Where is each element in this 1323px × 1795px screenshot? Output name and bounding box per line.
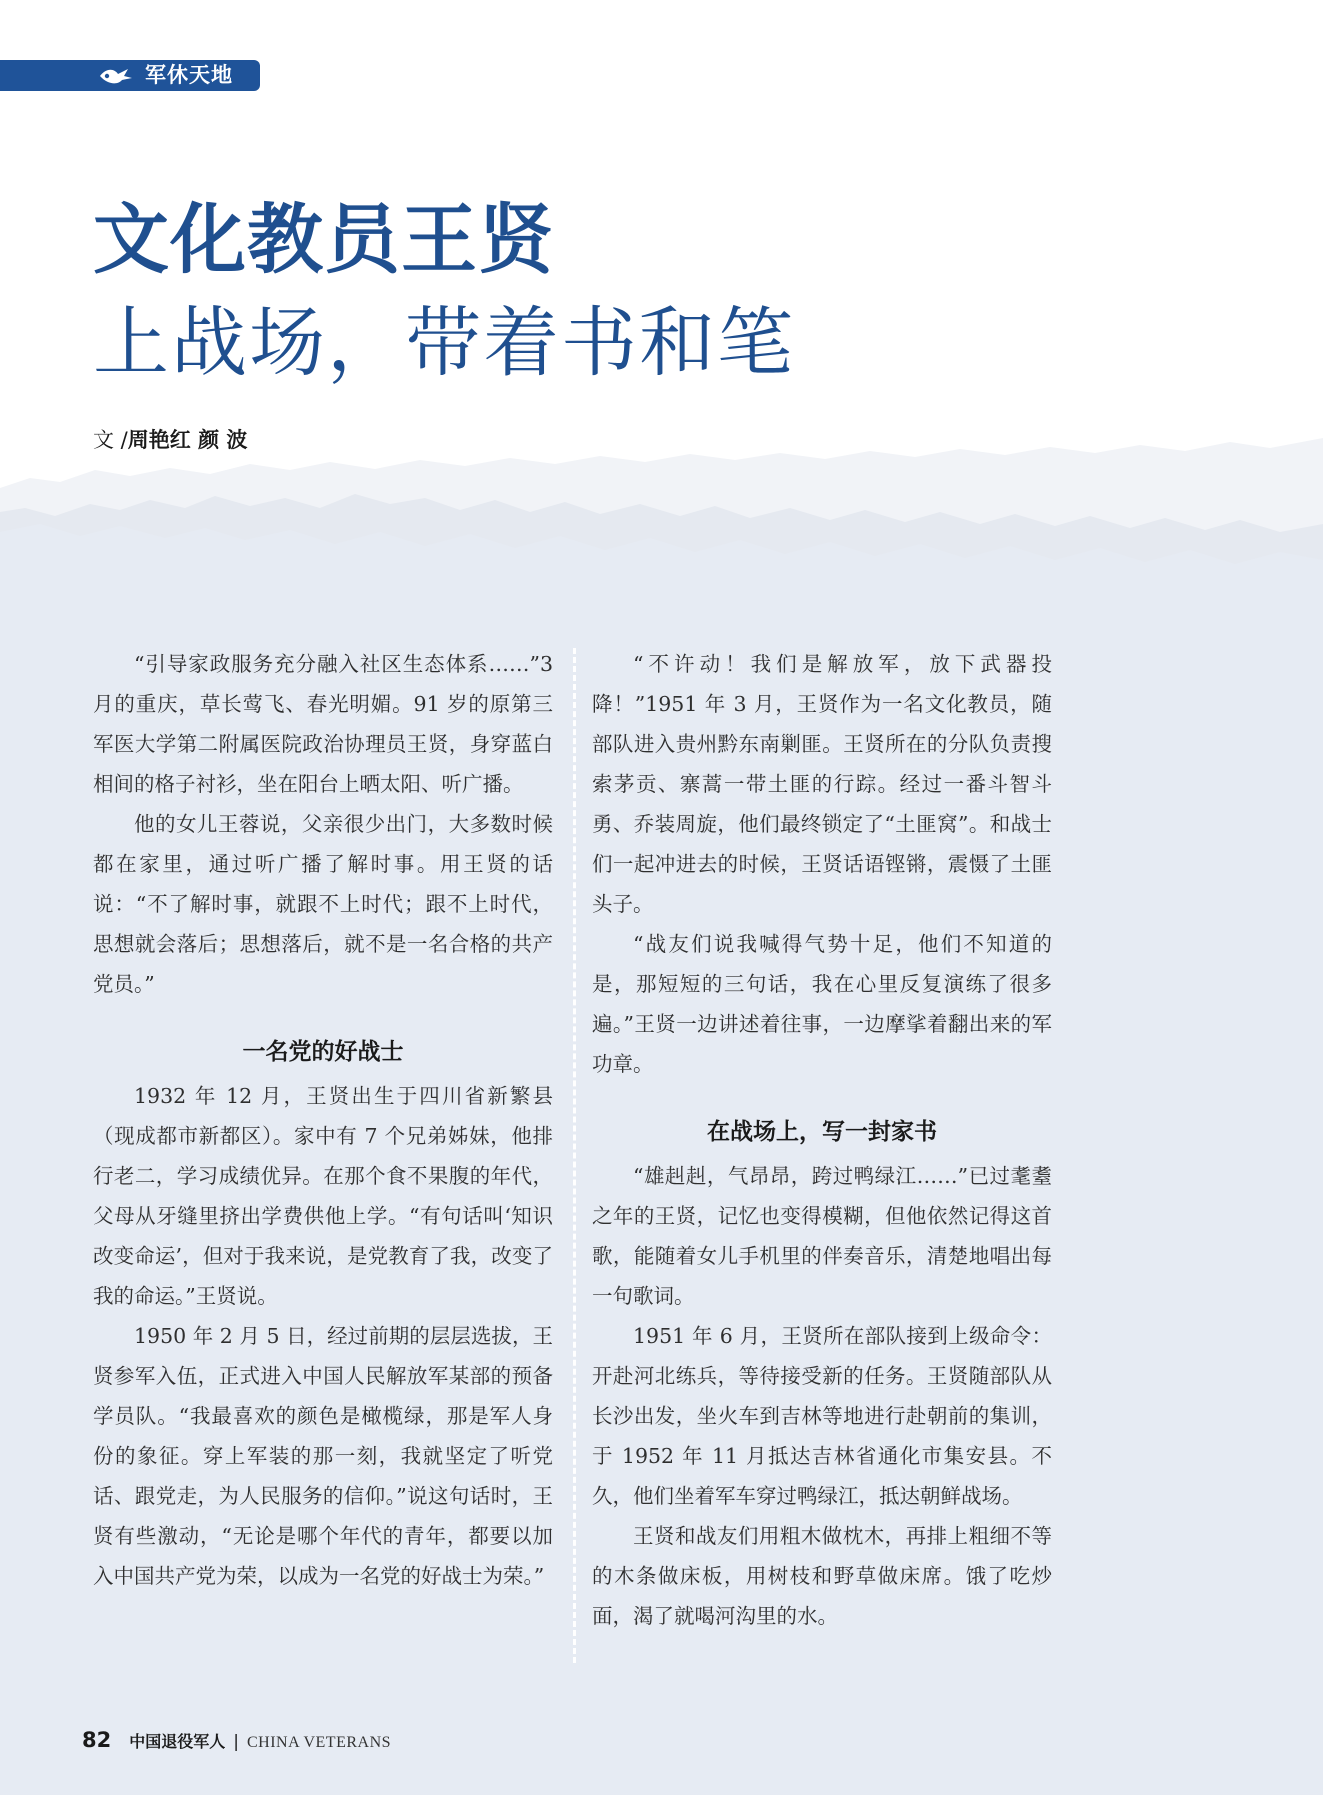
paragraph: 王贤和战友们用粗木做枕木，再排上粗细不等的木条做床板，用树枝和野草做床席。饿了吃炒面，渴了就喝河沟里的水。 [592,1524,1052,1628]
column-divider [573,648,576,1663]
section-heading: 在战场上，写一封家书 [707,1119,937,1145]
article-subtitle: 上战场，带着书和笔 [93,298,795,387]
paragraph: “雄赳赳，气昂昂，跨过鸭绿江……”已过耄耋之年的王贤，记忆也变得模糊，但他依然记得这首歌，能随着女儿手机里的伴奏音乐，清楚地唱出每一句歌词。 [592,1164,1052,1308]
article-title: 文化教员王贤 [93,195,555,284]
magazine-name-en: CHINA VETERANS [246,1734,392,1751]
paragraph: “战友们说我喊得气势十足，他们不知道的是，那短短的三句话，我在心里反复演练了很多遍。”王贤一边讲述着往事，一边摩挲着翻出来的军功章。 [592,932,1052,1076]
page-footer [82,1728,391,1752]
footer-separator: | [233,1732,239,1752]
paragraph: 1951 年 6 月，王贤所在部队接到上级命令：开赴河北练兵，等待接受新的任务。王贤随部队从长沙出发，坐火车到吉林等地进行赴朝前的集训，于 1952 年 11 月抵达吉林省通化市集安县。不久，他们坐着军车穿过鸭绿江，抵达朝鲜战场。 [592,1324,1052,1508]
paragraph: “不许动！我们是解放军，放下武器投降！”1951 年 3 月，王贤作为一名文化教员，随部队进入贵州黔东南剿匪。王贤所在的分队负责搜索茅贡、寨蒿一带土匪的行踪。经过一番斗智斗勇、乔装周旋，他们最终锁定了“土匪窝”。和战士们一起冲进去的时候，王贤话语铿锵，震慑了土匪头子。 [592,652,1052,916]
section-tag [0,60,260,91]
page-number: 82 [82,1728,112,1752]
right-column [592,644,1052,1636]
paragraph: “引导家政服务充分融入社区生态体系……”3 月的重庆，草长莺飞、春光明媚。91 岁的原第三军医大学第二附属医院政治协理员王贤，身穿蓝白相间的格子衬衫，坐在阳台上晒太阳、听广播。 [93,652,553,796]
byline-prefix: 文 / [93,428,128,452]
section-label: 军休天地 [145,63,233,87]
section-heading: 一名党的好战士 [242,1039,404,1065]
byline-authors: 周艳红 颜 波 [127,428,248,452]
paragraph: 1932 年 12 月，王贤出生于四川省新繁县（现成都市新都区）。家中有 7 个兄弟姊妹，他排行老二，学习成绩优异。在那个食不果腹的年代，父母从牙缝里挤出学费供他上学。“有句话叫‘知识改变命运’，但对于我来说，是党教育了我，改变了我的命运。”王贤说。 [93,1084,553,1308]
paragraph: 1950 年 2 月 5 日，经过前期的层层选拔，王贤参军入伍，正式进入中国人民解放军某部的预备学员队。“我最喜欢的颜色是橄榄绿，那是军人身份的象征。穿上军装的那一刻，我就坚定了听党话、跟党走，为人民服务的信仰。”说这句话时，王贤有些激动，“无论是哪个年代的青年，都要以加入中国共产党为荣，以成为一名党的好战士为荣。” [93,1324,553,1588]
paragraph: 他的女儿王蓉说，父亲很少出门，大多数时候都在家里，通过听广播了解时事。用王贤的话说：“不了解时事，就跟不上时代；跟不上时代，思想就会落后；思想落后，就不是一名合格的共产党员。” [93,812,553,996]
magazine-name-cn: 中国退役军人 [129,1732,226,1751]
left-column [93,644,553,1596]
dove-icon [98,66,134,86]
